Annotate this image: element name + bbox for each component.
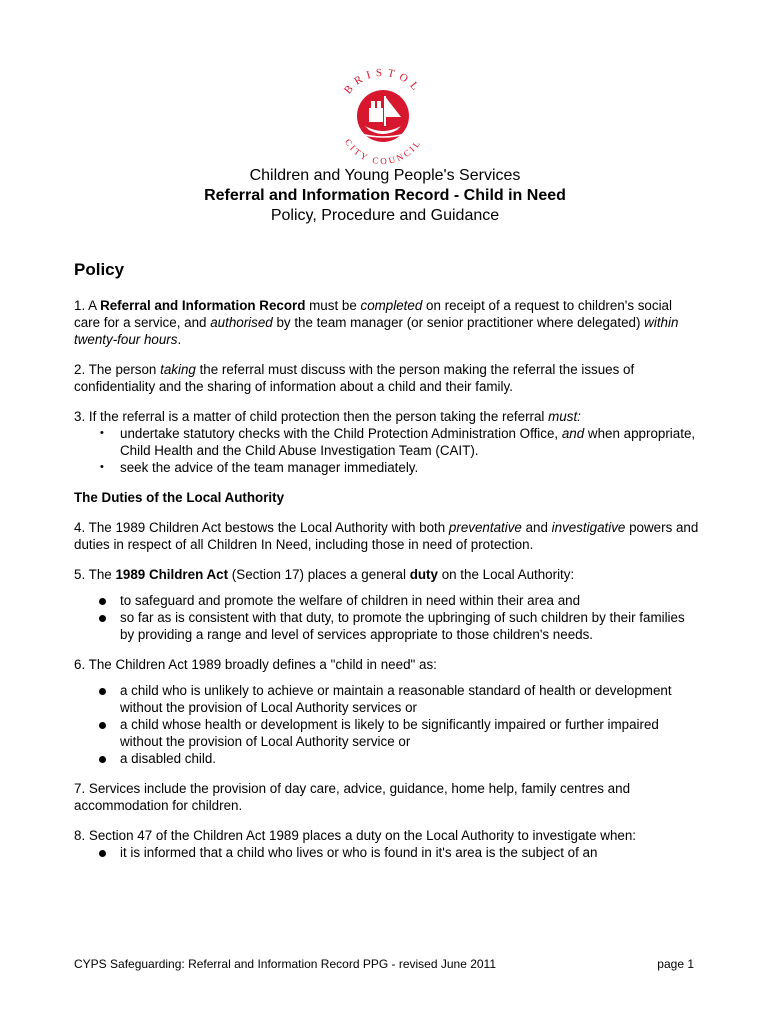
paragraph-5-list <box>74 592 700 643</box>
paragraph-4: 4. The 1989 Children Act bestows the Local Authority with both preventative and investigative powers and duties in respect of all Children In Need, including those in need of protection. <box>74 520 699 552</box>
paragraph-3-list <box>74 425 700 476</box>
svg-text:CITY COUNCIL: CITY COUNCIL <box>342 137 424 167</box>
list-item: it is informed that a child who lives or who is found in it's area is the subject of an <box>74 844 700 861</box>
paragraph-8-list <box>74 844 700 861</box>
footer-text: CYPS Safeguarding: Referral and Information Record PPG - revised June 2011 <box>74 957 497 971</box>
section-heading-policy: Policy <box>74 260 125 279</box>
paragraph-5: 5. The 1989 Children Act (Section 17) places a general duty on the Local Authority: <box>74 567 575 582</box>
document-body <box>74 258 700 874</box>
list-item: • undertake statutory checks with the Child Protection Administration Office, and when appropriate, Child Health and the Child Abuse Investigation Team (CAIT). <box>74 425 700 459</box>
list-item: so far as is consistent with that duty, to promote the upbringing of such children by their families by providing a range and level of services appropriate to those children's needs. <box>74 609 700 643</box>
list-item: a disabled child. <box>74 750 700 767</box>
list-item: to safeguard and promote the welfare of children in need within their area and <box>74 592 700 609</box>
bristol-city-council-logo <box>329 64 437 168</box>
list-item: a child who is unlikely to achieve or maintain a reasonable standard of health or development without the provision of Local Authority services or <box>74 682 700 716</box>
document-title-block <box>0 166 770 226</box>
heading-duties: The Duties of the Local Authority <box>74 490 285 505</box>
paragraph-8: 8. Section 47 of the Children Act 1989 places a duty on the Local Authority to investigate when: <box>74 828 637 843</box>
title-line-1: Children and Young People's Services <box>249 167 521 184</box>
paragraph-7: 7. Services include the provision of day care, advice, guidance, home help, family centres and accommodation for children. <box>74 781 631 813</box>
paragraph-2: 2. The person taking the referral must discuss with the person making the referral the issues of confidentiality and the sharing of information about a child and their family. <box>74 362 635 394</box>
paragraph-6: 6. The Children Act 1989 broadly defines a "child in need" as: <box>74 657 437 672</box>
paragraph-1: 1. A Referral and Information Record must be completed on receipt of a request to children's social care for a service, and authorised by the team manager (or senior practitioner where delegated) within twenty-four hours. <box>74 298 679 347</box>
title-line-3: Policy, Procedure and Guidance <box>270 207 500 224</box>
list-item: • seek the advice of the team manager immediately. <box>74 459 700 476</box>
svg-text:BRISTOL: BRISTOL <box>341 66 425 97</box>
paragraph-3: 3. If the referral is a matter of child protection then the person taking the referral must: <box>74 409 581 424</box>
paragraph-6-list <box>74 682 700 767</box>
page-number: page 1 <box>657 957 694 971</box>
title-line-2: Referral and Information Record - Child in Need <box>204 187 566 204</box>
list-item: a child whose health or development is likely to be significantly impaired or further impaired without the provision of Local Authority service or <box>74 716 700 750</box>
